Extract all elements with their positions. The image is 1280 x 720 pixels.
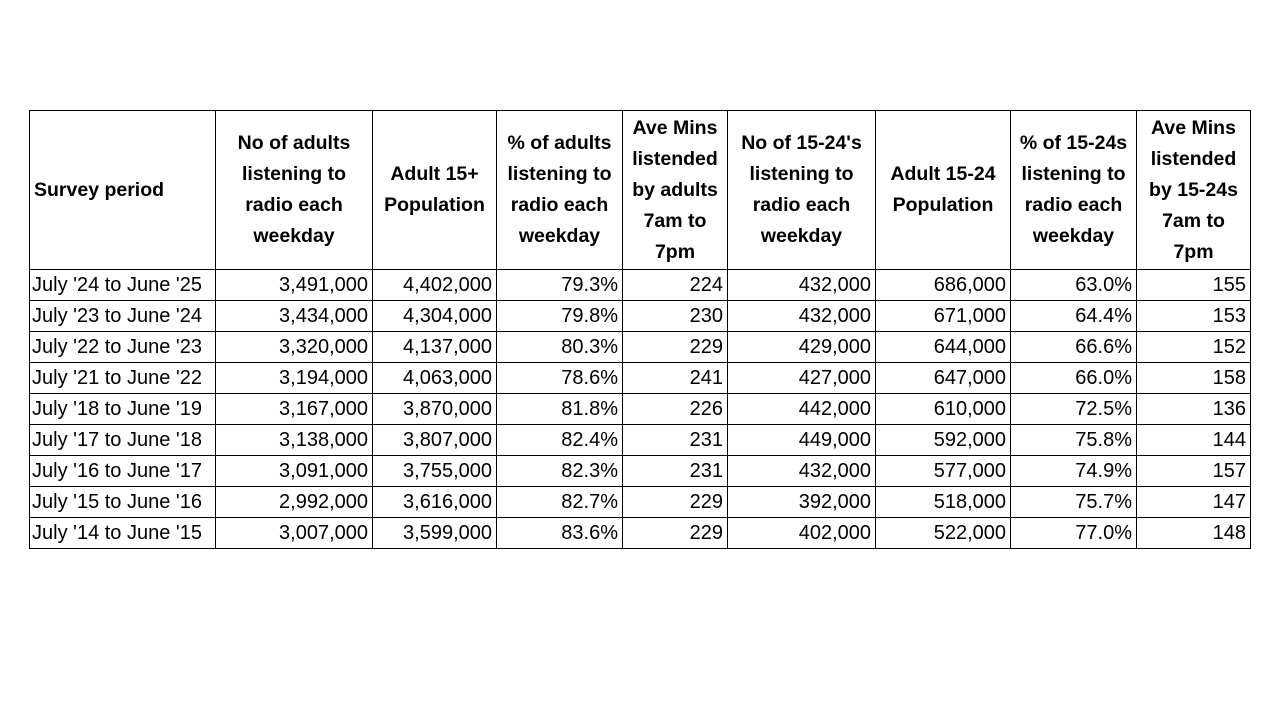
cell-survey-period: July '18 to June '19	[30, 394, 216, 425]
cell-adults-listening: 3,320,000	[216, 332, 373, 363]
cell-adults-listening: 3,491,000	[216, 270, 373, 301]
cell-adults-ave-mins: 241	[623, 363, 728, 394]
cell-adults-listening: 2,992,000	[216, 487, 373, 518]
cell-youth-percent: 66.0%	[1011, 363, 1137, 394]
cell-adults-percent: 81.8%	[497, 394, 623, 425]
header-adults-percent: % of adults listening to radio each weekday	[497, 111, 623, 270]
table-row	[30, 487, 1251, 518]
cell-adults-percent: 79.3%	[497, 270, 623, 301]
table-row	[30, 301, 1251, 332]
cell-adults-percent: 82.4%	[497, 425, 623, 456]
cell-youth-listening: 449,000	[728, 425, 876, 456]
cell-adults-ave-mins: 229	[623, 487, 728, 518]
cell-survey-period: July '15 to June '16	[30, 487, 216, 518]
cell-youth-listening: 432,000	[728, 456, 876, 487]
cell-adult-population: 4,137,000	[373, 332, 497, 363]
cell-adult-population: 3,755,000	[373, 456, 497, 487]
cell-youth-listening: 427,000	[728, 363, 876, 394]
cell-youth-ave-mins: 158	[1137, 363, 1251, 394]
cell-youth-ave-mins: 148	[1137, 518, 1251, 549]
cell-youth-population: 647,000	[876, 363, 1011, 394]
cell-youth-ave-mins: 157	[1137, 456, 1251, 487]
table-row	[30, 518, 1251, 549]
cell-youth-ave-mins: 155	[1137, 270, 1251, 301]
cell-youth-listening: 392,000	[728, 487, 876, 518]
header-adults-ave-mins: Ave Mins listended by adults 7am to 7pm	[623, 111, 728, 270]
cell-youth-listening: 429,000	[728, 332, 876, 363]
cell-youth-ave-mins: 147	[1137, 487, 1251, 518]
cell-adult-population: 3,599,000	[373, 518, 497, 549]
cell-youth-ave-mins: 152	[1137, 332, 1251, 363]
cell-adults-ave-mins: 226	[623, 394, 728, 425]
cell-youth-population: 577,000	[876, 456, 1011, 487]
cell-adults-percent: 82.3%	[497, 456, 623, 487]
cell-adults-percent: 78.6%	[497, 363, 623, 394]
cell-adult-population: 3,807,000	[373, 425, 497, 456]
cell-adults-ave-mins: 231	[623, 456, 728, 487]
cell-youth-population: 522,000	[876, 518, 1011, 549]
header-row	[30, 111, 1251, 270]
cell-adults-ave-mins: 231	[623, 425, 728, 456]
cell-adult-population: 3,616,000	[373, 487, 497, 518]
cell-adults-ave-mins: 229	[623, 518, 728, 549]
cell-youth-listening: 432,000	[728, 270, 876, 301]
cell-adults-percent: 82.7%	[497, 487, 623, 518]
cell-adults-listening: 3,007,000	[216, 518, 373, 549]
header-adults-listening: No of adults listening to radio each weekday	[216, 111, 373, 270]
cell-adults-ave-mins: 224	[623, 270, 728, 301]
cell-adults-percent: 83.6%	[497, 518, 623, 549]
cell-survey-period: July '17 to June '18	[30, 425, 216, 456]
cell-survey-period: July '14 to June '15	[30, 518, 216, 549]
cell-survey-period: July '22 to June '23	[30, 332, 216, 363]
cell-youth-ave-mins: 136	[1137, 394, 1251, 425]
cell-youth-ave-mins: 153	[1137, 301, 1251, 332]
header-youth-ave-mins: Ave Mins listended by 15-24s 7am to 7pm	[1137, 111, 1251, 270]
radio-listening-table	[29, 110, 1251, 549]
cell-adults-ave-mins: 230	[623, 301, 728, 332]
cell-survey-period: July '16 to June '17	[30, 456, 216, 487]
header-youth-listening: No of 15-24's listening to radio each weekday	[728, 111, 876, 270]
cell-survey-period: July '23 to June '24	[30, 301, 216, 332]
table-row	[30, 425, 1251, 456]
cell-youth-population: 686,000	[876, 270, 1011, 301]
cell-youth-listening: 402,000	[728, 518, 876, 549]
cell-youth-listening: 432,000	[728, 301, 876, 332]
cell-adult-population: 4,063,000	[373, 363, 497, 394]
cell-youth-percent: 77.0%	[1011, 518, 1137, 549]
cell-adults-listening: 3,091,000	[216, 456, 373, 487]
cell-youth-percent: 66.6%	[1011, 332, 1137, 363]
cell-adults-percent: 80.3%	[497, 332, 623, 363]
cell-youth-ave-mins: 144	[1137, 425, 1251, 456]
cell-adult-population: 3,870,000	[373, 394, 497, 425]
cell-adults-listening: 3,167,000	[216, 394, 373, 425]
header-survey-period: Survey period	[30, 111, 216, 270]
header-youth-population: Adult 15-24 Population	[876, 111, 1011, 270]
cell-youth-population: 592,000	[876, 425, 1011, 456]
cell-youth-population: 671,000	[876, 301, 1011, 332]
cell-adults-listening: 3,194,000	[216, 363, 373, 394]
cell-adult-population: 4,304,000	[373, 301, 497, 332]
cell-adults-ave-mins: 229	[623, 332, 728, 363]
cell-adults-listening: 3,138,000	[216, 425, 373, 456]
cell-youth-population: 610,000	[876, 394, 1011, 425]
cell-survey-period: July '24 to June '25	[30, 270, 216, 301]
cell-youth-percent: 75.8%	[1011, 425, 1137, 456]
cell-survey-period: July '21 to June '22	[30, 363, 216, 394]
header-youth-percent: % of 15-24s listening to radio each weekday	[1011, 111, 1137, 270]
cell-adults-listening: 3,434,000	[216, 301, 373, 332]
cell-youth-listening: 442,000	[728, 394, 876, 425]
cell-youth-percent: 74.9%	[1011, 456, 1137, 487]
cell-adult-population: 4,402,000	[373, 270, 497, 301]
table-row	[30, 332, 1251, 363]
table-row	[30, 270, 1251, 301]
cell-youth-percent: 64.4%	[1011, 301, 1137, 332]
cell-youth-percent: 75.7%	[1011, 487, 1137, 518]
cell-youth-percent: 63.0%	[1011, 270, 1137, 301]
table-row	[30, 394, 1251, 425]
table-body	[30, 270, 1251, 549]
table-row	[30, 456, 1251, 487]
cell-youth-population: 644,000	[876, 332, 1011, 363]
cell-youth-percent: 72.5%	[1011, 394, 1137, 425]
cell-youth-population: 518,000	[876, 487, 1011, 518]
table-row	[30, 363, 1251, 394]
header-adult-population: Adult 15+ Population	[373, 111, 497, 270]
cell-adults-percent: 79.8%	[497, 301, 623, 332]
